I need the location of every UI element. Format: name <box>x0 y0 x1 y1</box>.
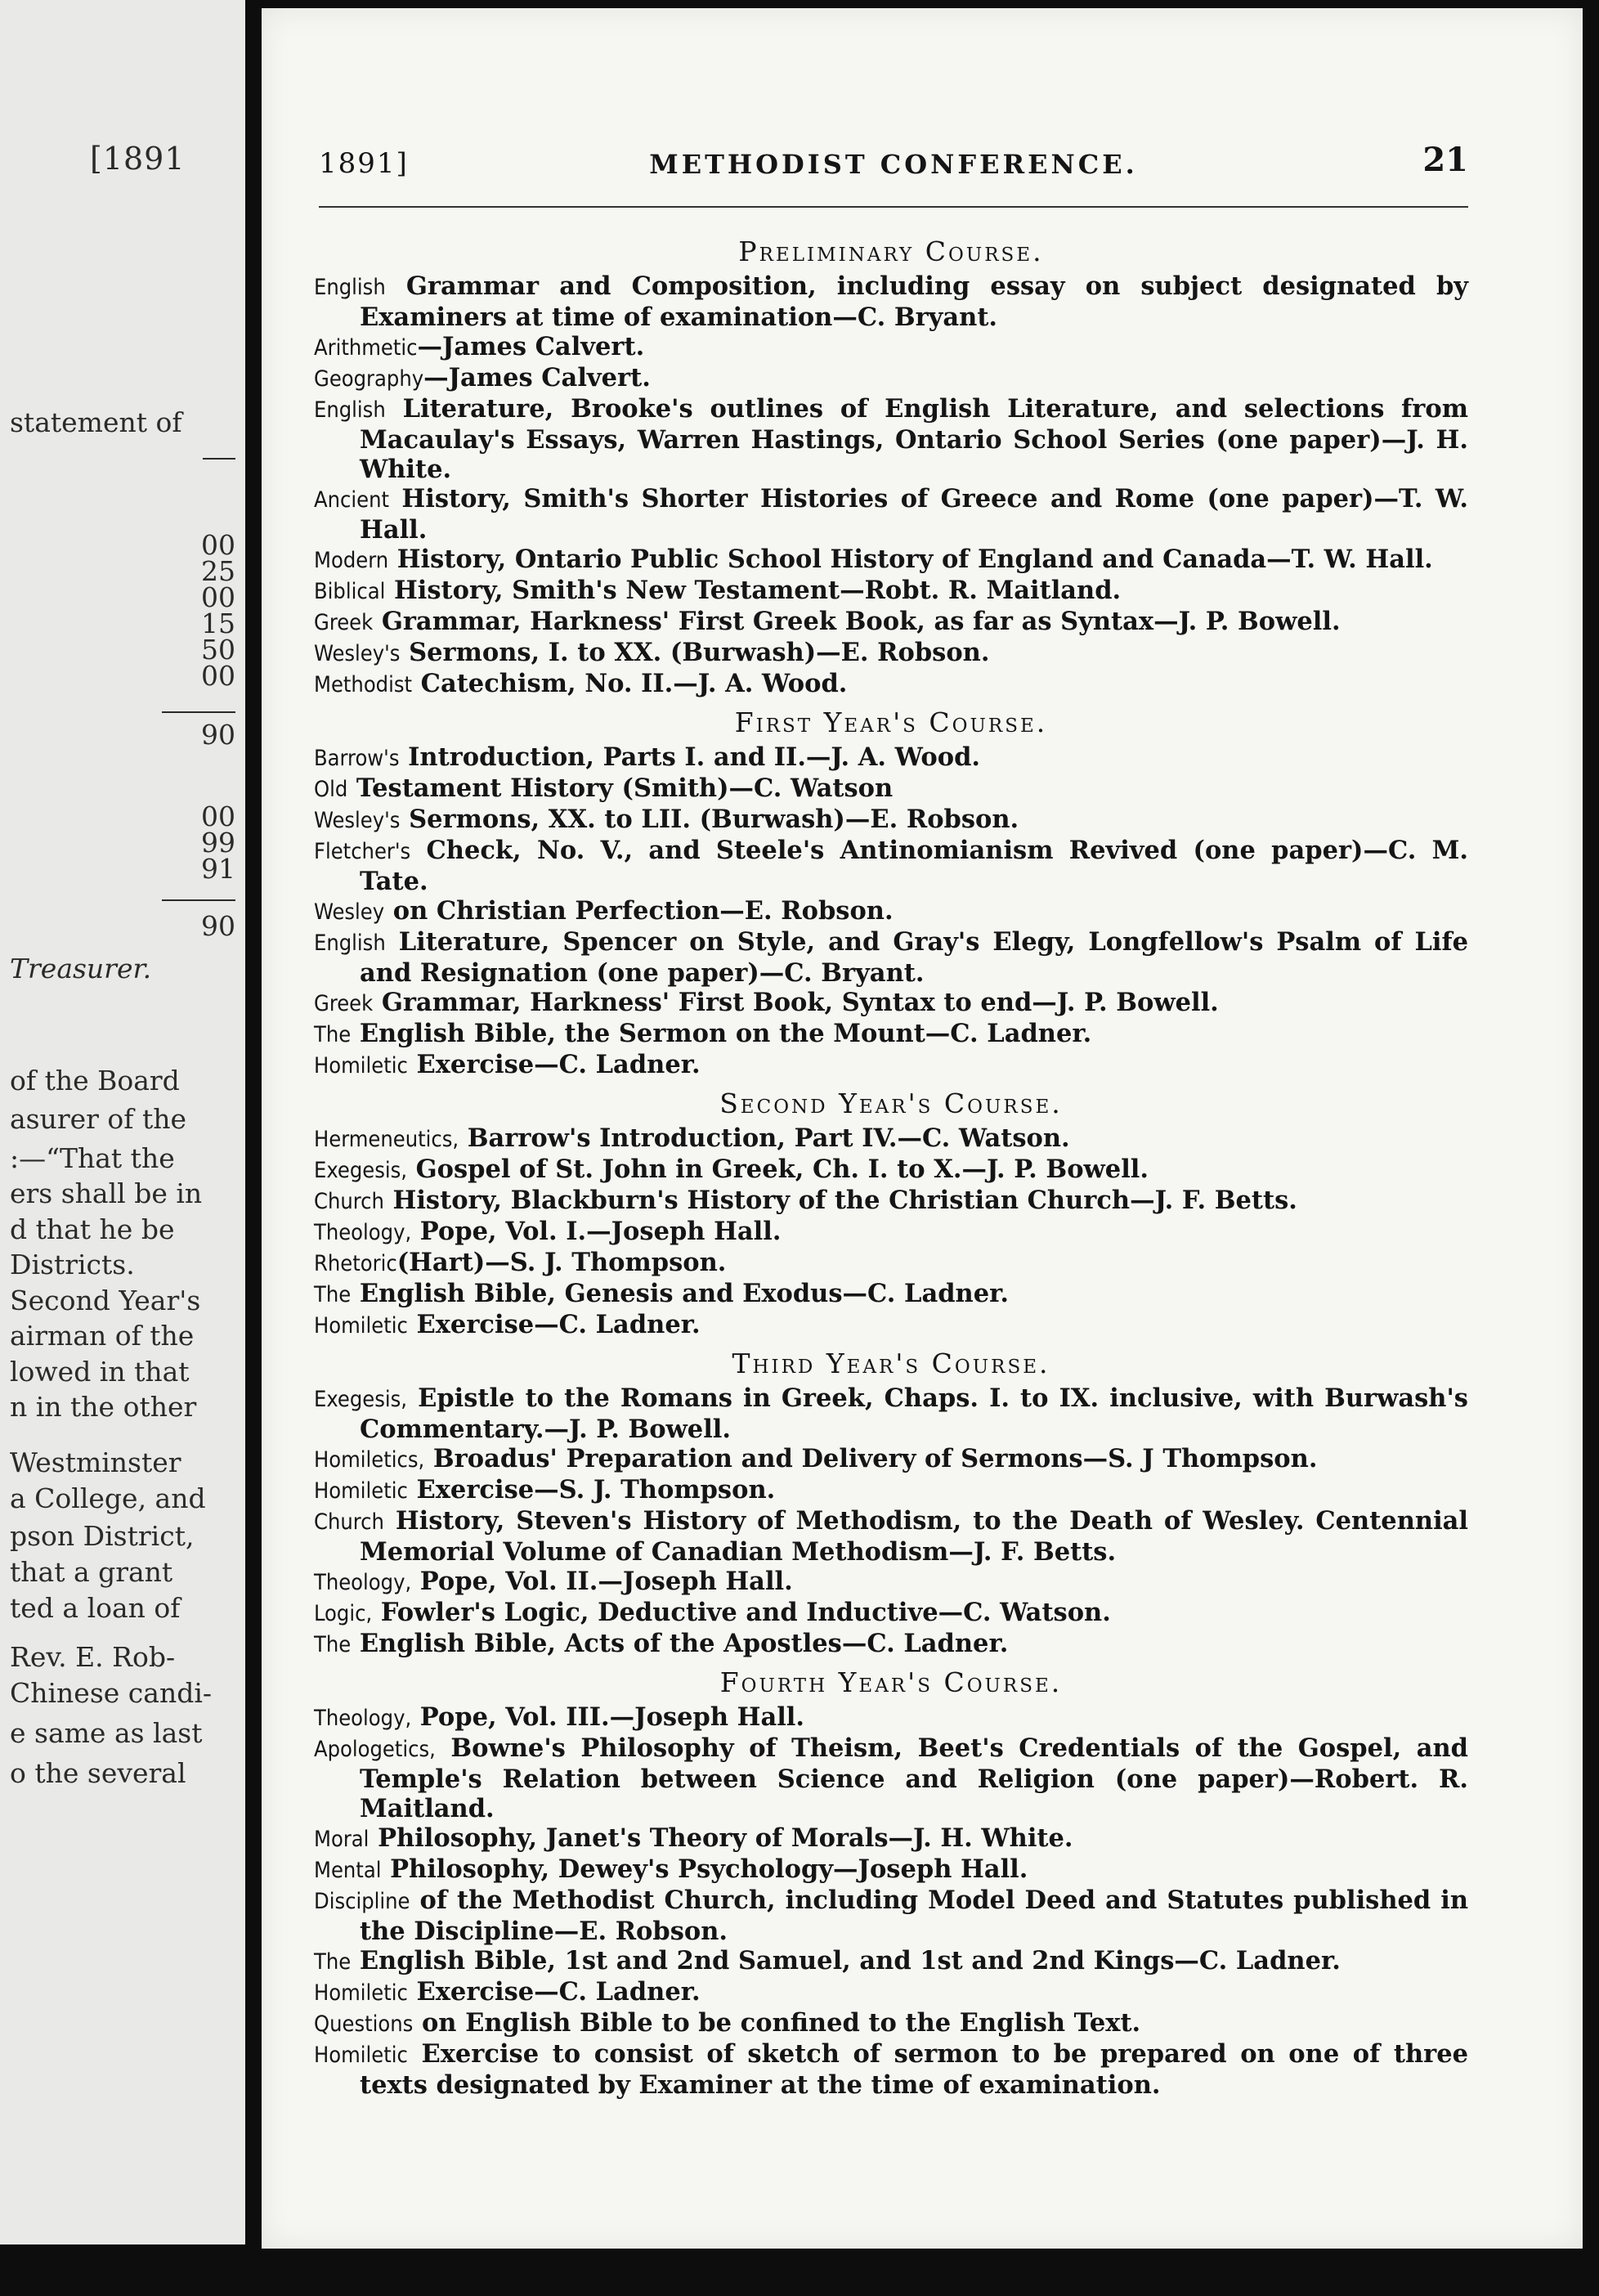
course-entry <box>314 1217 1468 1248</box>
entry-lead-word: Old <box>314 777 348 802</box>
left-page-line: 50 <box>201 634 235 666</box>
entry-text: History, Smith's Shorter Histories of Greece and Rome (one paper)—T. W. Hall. <box>360 484 1468 545</box>
entry-text: —James Calvert. <box>417 332 645 361</box>
course-entry <box>314 363 1468 394</box>
course-entry <box>314 1702 1468 1733</box>
left-page-line: 00 <box>201 529 235 561</box>
left-page-line: lowed in that <box>10 1356 190 1388</box>
entry-text: Exercise—C. Ladner. <box>416 1310 701 1339</box>
running-head-title: METHODIST CONFERENCE. <box>649 149 1138 180</box>
entry-lead-word: Homiletics, <box>314 1447 425 1473</box>
course-entry <box>314 1946 1468 1977</box>
course-entry <box>314 1475 1468 1506</box>
entry-text: Literature, Brooke's outlines of English Literature, and selections from Macaulay's Essays, Warren Hastings, Ontario School Series (one paper)—J. H. White. <box>360 394 1468 484</box>
running-head-year: 1891] <box>319 147 409 180</box>
entry-text: Gospel of St. John in Greek, Ch. I. to X.—J. P. Bowell. <box>415 1155 1149 1184</box>
entry-lead-word: The <box>314 1022 352 1047</box>
left-facing-page <box>0 0 245 2244</box>
section-heading: First Year's Course. <box>734 706 1048 738</box>
entry-lead-word: Logic, <box>314 1601 373 1626</box>
course-entry <box>314 1823 1468 1854</box>
entry-lead-word: Exegesis, <box>314 1158 407 1183</box>
course-entry <box>314 2008 1468 2039</box>
entry-text: on Christian Perfection—E. Robson. <box>392 896 894 926</box>
left-page-line: Districts. <box>10 1249 135 1280</box>
entry-lead-word: Wesley's <box>314 808 401 833</box>
entry-lead-word: Theology, <box>314 1706 412 1731</box>
entry-text: Grammar, Harkness' First Book, Syntax to end—J. P. Bowell. <box>381 988 1219 1017</box>
page-number: 21 <box>1422 141 1468 179</box>
entry-lead-word: Homiletic <box>314 2043 408 2068</box>
course-entry <box>314 896 1468 927</box>
course-entry <box>314 1733 1468 1823</box>
entry-text: Epistle to the Romans in Greek, Chaps. I. to IX. inclusive, with Burwash's Commentary.—J. P. Bowell. <box>360 1383 1468 1444</box>
entry-lead-word: Wesley's <box>314 641 401 666</box>
entry-lead-word: Questions <box>314 2011 414 2037</box>
course-entry <box>314 576 1468 607</box>
entry-text: History, Steven's History of Methodism, to the Death of Wesley. Centennial Memorial Volume of Canadian Methodism—J. F. Betts. <box>360 1506 1468 1567</box>
entry-text: Sermons, XX. to LII. (Burwash)—E. Robson. <box>409 805 1019 834</box>
entry-text: Bowne's Philosophy of Theism, Beet's Credentials of the Gospel, and Temple's Relation between Science and Religion (one paper)—Robert. R. Maitland. <box>360 1733 1468 1823</box>
entry-lead-word: Mental <box>314 1858 382 1883</box>
entry-text: English Bible, Genesis and Exodus—C. Ladner. <box>359 1279 1010 1308</box>
course-entry <box>314 2039 1468 2100</box>
entry-text: Fowler's Logic, Deductive and Inductive—C. Watson. <box>380 1598 1111 1627</box>
left-page-line: 00 <box>201 800 235 832</box>
entry-lead-word: Homiletic <box>314 1313 408 1339</box>
entry-lead-word: Homiletic <box>314 1053 408 1078</box>
entry-lead-word: Discipline <box>314 1889 410 1914</box>
entry-text: Exercise—S. J. Thompson. <box>416 1475 776 1505</box>
entry-lead-word: English <box>314 397 386 423</box>
entry-lead-word: Barrow's <box>314 746 400 771</box>
course-entry <box>314 1886 1468 1946</box>
entry-text: History, Smith's New Testament—Robt. R. Maitland. <box>393 576 1122 605</box>
entry-text: Pope, Vol. III.—Joseph Hall. <box>419 1702 804 1732</box>
entry-lead-word: Homiletic <box>314 1980 408 2006</box>
entry-lead-word: Apologetics, <box>314 1737 436 1762</box>
left-page-line: pson District, <box>10 1520 195 1552</box>
entry-lead-word: Geography <box>314 366 424 392</box>
left-page-line: that a grant <box>10 1556 173 1588</box>
entry-text: English Bible, Acts of the Apostles—C. Ladner. <box>359 1629 1009 1658</box>
course-entry <box>314 1123 1468 1155</box>
left-page-line: 00 <box>201 660 235 692</box>
entry-text: Pope, Vol. II.—Joseph Hall. <box>419 1567 793 1596</box>
header-rule <box>319 206 1468 208</box>
section-heading: Third Year's Course. <box>732 1348 1050 1379</box>
entry-text: Exercise—C. Ladner. <box>416 1050 701 1079</box>
entry-text: of the Methodist Church, including Model Deed and Statutes published in the Discipline—E. Robson. <box>360 1886 1468 1946</box>
entry-lead-word: English <box>314 931 386 956</box>
left-page-line: statement of <box>10 406 182 438</box>
section-heading: Preliminary Course. <box>738 235 1044 267</box>
course-entry <box>314 638 1468 669</box>
left-page-line: o the several <box>10 1757 186 1789</box>
entry-lead-word: Homiletic <box>314 1478 408 1504</box>
entry-lead-word: The <box>314 1282 352 1307</box>
entry-text: History, Blackburn's History of the Christian Church—J. F. Betts. <box>392 1186 1297 1215</box>
entry-text: History, Ontario Public School History of England and Canada—T. W. Hall. <box>396 545 1433 574</box>
course-entry <box>314 669 1468 700</box>
entry-lead-word: Fletcher's <box>314 839 411 864</box>
course-entry <box>314 1598 1468 1629</box>
course-entry <box>314 1019 1468 1050</box>
left-page-rule <box>203 458 235 460</box>
entry-text: Catechism, No. II.—J. A. Wood. <box>420 669 848 698</box>
course-entry <box>314 1186 1468 1217</box>
entry-text: English Bible, 1st and 2nd Samuel, and 1st and 2nd Kings—C. Ladner. <box>359 1946 1341 1975</box>
course-entry <box>314 805 1468 836</box>
left-page-line: 90 <box>201 719 235 751</box>
course-entry <box>314 1506 1468 1567</box>
course-entry <box>314 1310 1468 1341</box>
entry-text: Grammar and Composition, including essay on subject designated by Examiners at time of examination—C. Bryant. <box>360 271 1468 332</box>
course-entry <box>314 1977 1468 2008</box>
course-entry <box>314 332 1468 363</box>
left-page-line: Treasurer. <box>10 953 152 984</box>
course-entry <box>314 1155 1468 1186</box>
entry-text: Exercise—C. Ladner. <box>416 1977 701 2007</box>
entry-lead-word: English <box>314 275 386 300</box>
course-entry <box>314 1383 1468 1444</box>
left-page-line: airman of the <box>10 1320 195 1352</box>
left-page-line: :—“That the <box>10 1142 175 1174</box>
left-page-line: asurer of the <box>10 1103 187 1135</box>
entry-text: (Hart)—S. J. Thompson. <box>396 1248 727 1277</box>
entry-text: Philosophy, Dewey's Psychology—Joseph Hall. <box>390 1854 1028 1884</box>
course-entry <box>314 774 1468 805</box>
left-page-line: Westminster <box>10 1446 181 1478</box>
section-heading: Fourth Year's Course. <box>719 1666 1063 1698</box>
entry-text: Exercise to consist of sketch of sermon to be prepared on one of three texts designated by Examiner at the time of examination. <box>360 2039 1468 2100</box>
entry-text: Philosophy, Janet's Theory of Morals—J. H. White. <box>378 1823 1073 1853</box>
course-listing <box>314 229 1468 2100</box>
left-page-rule <box>162 899 235 901</box>
left-page-header: [1891 <box>90 141 186 177</box>
entry-text: Barrow's Introduction, Part IV.—C. Watson. <box>467 1123 1070 1153</box>
course-entry <box>314 484 1468 545</box>
entry-text: English Bible, the Sermon on the Mount—C. Ladner. <box>359 1019 1092 1048</box>
entry-lead-word: The <box>314 1632 352 1657</box>
course-entry <box>314 545 1468 576</box>
entry-lead-word: The <box>314 1949 352 1975</box>
left-page-line: a College, and <box>10 1482 206 1514</box>
entry-text: Literature, Spencer on Style, and Gray's Elegy, Longfellow's Psalm of Life and Resignation (one paper)—C. Bryant. <box>360 927 1468 988</box>
left-page-line: Second Year's <box>10 1285 201 1316</box>
left-page-line: 25 <box>201 555 235 587</box>
left-page-line: d that he be <box>10 1213 175 1245</box>
left-page-line: Rev. E. Rob- <box>10 1641 176 1673</box>
left-page-line: e same as last <box>10 1717 203 1749</box>
entry-lead-word: Theology, <box>314 1570 412 1595</box>
course-entry <box>314 607 1468 638</box>
left-page-rule <box>162 711 235 713</box>
section-heading: Second Year's Course. <box>719 1087 1063 1119</box>
entry-lead-word: Hermeneutics, <box>314 1127 459 1152</box>
entry-lead-word: Modern <box>314 548 389 573</box>
entry-lead-word: Rhetoric <box>314 1251 397 1276</box>
entry-text: Introduction, Parts I. and II.—J. A. Wood. <box>408 742 981 772</box>
course-entry <box>314 1444 1468 1475</box>
entry-lead-word: Theology, <box>314 1220 412 1245</box>
entry-text: Check, No. V., and Steele's Antinomianism Revived (one paper)—C. M. Tate. <box>360 836 1468 896</box>
entry-text: —James Calvert. <box>423 363 651 392</box>
entry-text: Sermons, I. to XX. (Burwash)—E. Robson. <box>409 638 990 667</box>
entry-text: Pope, Vol. I.—Joseph Hall. <box>419 1217 782 1246</box>
course-entry <box>314 394 1468 484</box>
entry-lead-word: Exegesis, <box>314 1387 407 1412</box>
entry-lead-word: Ancient <box>314 487 389 513</box>
left-page-line: ers shall be in <box>10 1177 203 1209</box>
course-entry <box>314 988 1468 1019</box>
entry-lead-word: Church <box>314 1189 384 1214</box>
entry-lead-word: Greek <box>314 610 374 635</box>
left-page-line: 99 <box>201 827 235 859</box>
course-entry <box>314 1279 1468 1310</box>
entry-lead-word: Wesley <box>314 899 385 925</box>
left-page-line: 00 <box>201 581 235 613</box>
course-entry <box>314 1248 1468 1279</box>
entry-text: on English Bible to be confined to the English Text. <box>421 2008 1141 2038</box>
course-entry <box>314 1567 1468 1598</box>
entry-lead-word: Arithmetic <box>314 335 418 361</box>
left-page-line: n in the other <box>10 1391 197 1423</box>
left-page-line: 90 <box>201 910 235 942</box>
course-entry <box>314 1629 1468 1660</box>
left-page-line: 15 <box>201 608 235 639</box>
entry-text: Broadus' Preparation and Delivery of Sermons—S. J Thompson. <box>432 1444 1318 1473</box>
course-entry <box>314 836 1468 896</box>
left-page-line: Chinese candi- <box>10 1677 213 1709</box>
right-page <box>262 8 1583 2249</box>
entry-lead-word: Church <box>314 1509 384 1535</box>
entry-lead-word: Moral <box>314 1827 370 1852</box>
entry-text: Testament History (Smith)—C. Watson <box>356 774 894 803</box>
running-head <box>319 141 1468 190</box>
course-entry <box>314 1050 1468 1081</box>
left-page-line: ted a loan of <box>10 1592 181 1624</box>
entry-text: Grammar, Harkness' First Greek Book, as far as Syntax—J. P. Bowell. <box>381 607 1341 636</box>
left-page-line: 91 <box>201 853 235 885</box>
left-page-line: of the Board <box>10 1065 180 1096</box>
entry-lead-word: Methodist <box>314 672 413 697</box>
entry-lead-word: Greek <box>314 991 374 1016</box>
course-entry <box>314 1854 1468 1886</box>
course-entry <box>314 742 1468 774</box>
course-entry <box>314 927 1468 988</box>
course-entry <box>314 271 1468 332</box>
entry-lead-word: Biblical <box>314 579 386 604</box>
